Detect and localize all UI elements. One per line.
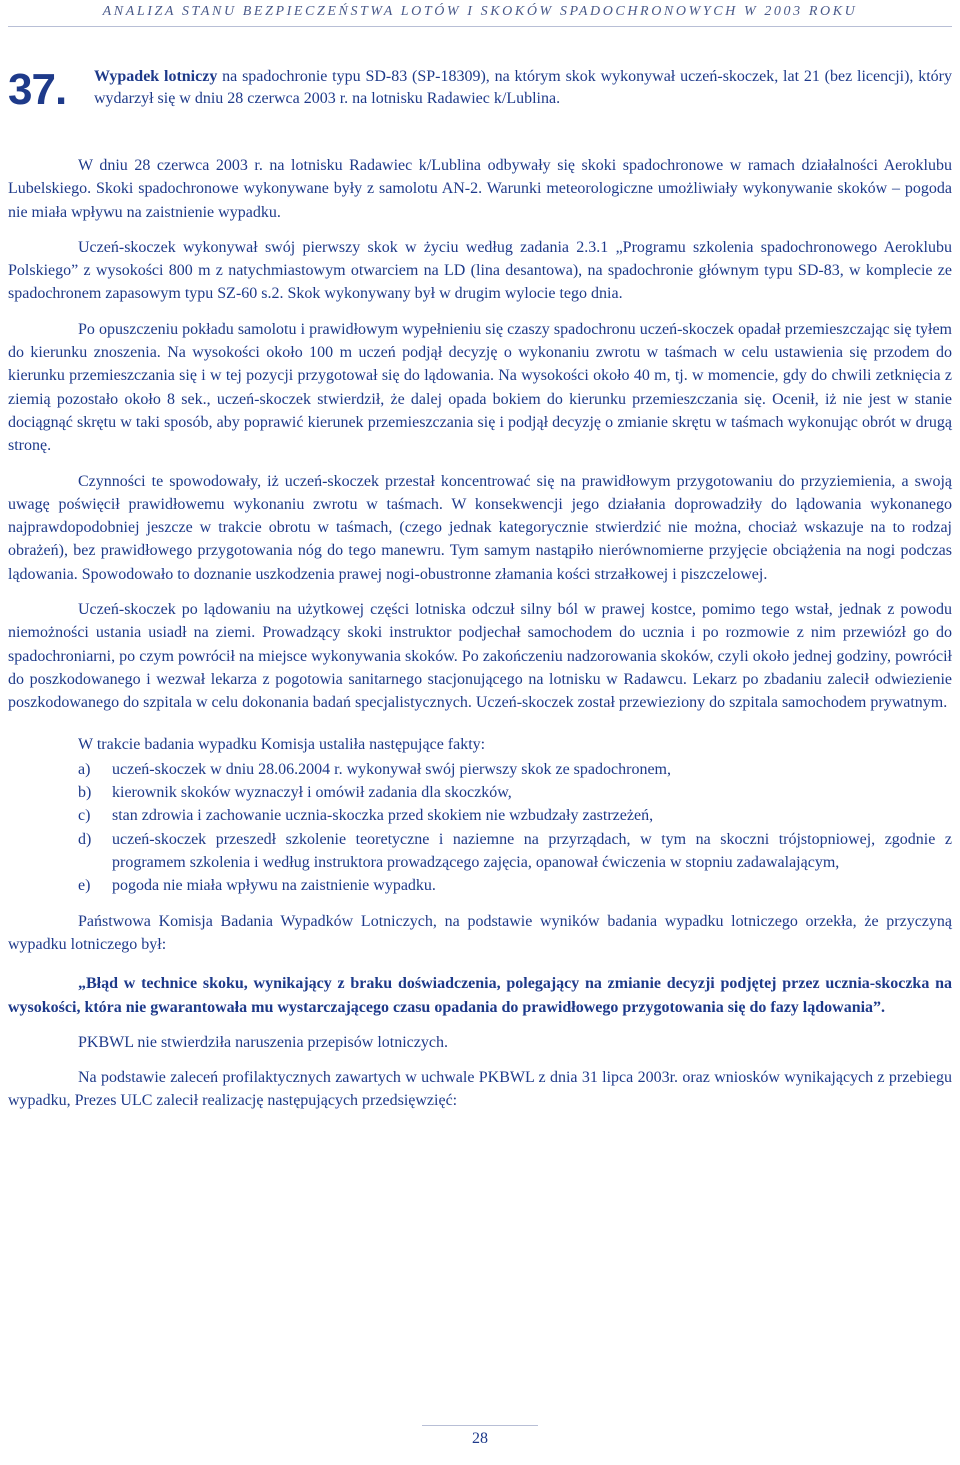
fact-item	[8, 828, 952, 875]
pkbwl-note: PKBWL nie stwierdziła naruszenia przepisów lotniczych.	[78, 1033, 448, 1051]
fact-text: uczeń-skoczek w dniu 28.06.2004 r. wykonywał swój pierwszy skok ze spadochronem,	[112, 760, 671, 778]
paragraph: W dniu 28 czerwca 2003 r. na lotnisku Radawiec k/Lublina odbywały się skoki spadochronowe w ramach działalności Aeroklubu Lubelskiego. Skoki spadochronowe wykonywane były z samolotu AN-2. Warunki meteorologiczne umożliwiały wykonywanie skoków – pogoda nie miała wpływu na zaistnienie wypadku.	[8, 157, 952, 221]
commission-statement: Państwowa Komisja Badania Wypadków Lotniczych, na podstawie wyników badania wypadku lotniczego orzekła, że przyczyną wypadku lotniczego był:	[8, 912, 952, 953]
fact-item	[8, 758, 952, 781]
accident-title	[94, 66, 952, 110]
page-number: 28	[472, 1430, 488, 1447]
paragraph: Czynności te spowodowały, iż uczeń-skoczek przestał koncentrować się na prawidłowym przygotowaniu do przyziemienia, a swoją uwagę poświęcił prawidłowemu wykonaniu zwrotu w taśmach. W konsekwencji jego działania doprowadziły do lądowania wykonanego najprawdopodobniej jeszcze w trakcie obrotu w taśmach, (czego jednak kategorycznie stwierdzić nie można, chociaż wskazuje na to rodzaj obrażeń), bez prawidłowego przygotowania nóg do tego manewru. Tym samym nastąpiło nierównomierne przyjęcie obciążenia na nogi podczas lądowania. Spowodowało to doznanie uszkodzenia prawej nogi-obustronne złamania kości strzałkowej i piszczelowej.	[8, 472, 952, 583]
fact-item	[8, 804, 952, 827]
paragraph: Uczeń-skoczek po lądowaniu na użytkowej części lotniska odczuł silny ból w prawej kostce, pomimo tego wstał, jednak z powodu niemożności ustania usiadł na ziemi. Prowadzący skoki instruktor podjechał samochodem do ucznia i po rozmowie z nim przewiózł go do spadochroniarni, po czym powrócił na miejsce wykonywania skoków. Po zakończeniu nadzorowania skoków, czyli około jednej godziny, powrócił do poszkodowanego i wezwał lekarza z pogotowia sanitarnego stacjonującego na lotnisku w Radawcu. Lekarz po zbadaniu zalecił odwiezienie poszkodowanego do szpitala w celu dokonania badań specjalistycznych. Uczeń-skoczek został przewieziony do szpitala samochodem prywatnym.	[8, 601, 952, 712]
paragraph: Uczeń-skoczek wykonywał swój pierwszy skok w życiu według zadania 2.3.1 „Programu szkolenia spadochronowego Aeroklubu Polskiego” z wysokości 800 m z natychmiastowym otwarciem na LD (lina desantowa), na spadochronie głównym typu SD-83, w komplecie ze spadochronem zapasowym typu SZ-60 s.2. Skok wykonywany był w drugim wylocie tego dnia.	[8, 238, 952, 303]
fact-item	[8, 874, 952, 897]
accident-title-block	[8, 65, 952, 114]
fact-letter: a)	[78, 760, 91, 778]
fact-text: kierownik skoków wyznaczył i omówił zadania dla skoczków,	[112, 784, 512, 802]
footer-divider	[422, 1425, 538, 1426]
fact-text: pogoda nie miała wpływu na zaistnienie wypadku.	[112, 877, 436, 895]
fact-item	[8, 781, 952, 804]
fact-letter: e)	[78, 877, 91, 895]
accident-title-bold: Wypadek lotniczy	[94, 68, 218, 85]
accident-cause: „Błąd w technice skoku, wynikający z braku doświadczenia, polegający na zmianie decyzji podjętej przez ucznia-skoczka na wysokości, która nie gwarantowała mu wystarczającego czasu opadania do prawidłowego przygotowania się do fazy lądowania”.	[8, 975, 952, 1016]
paragraph: Po opuszczeniu pokładu samolotu i prawidłowym wypełnieniu się czaszy spadochronu uczeń-skoczek opadał przemieszczając się tyłem do kierunku znoszenia. Na wysokości około 100 m uczeń podjął decyzję o wykonaniu zwrotu w taśmach w celu ustawienia się przodem do kierunku przemieszczania się i w tej pozycji przygotował się do lądowania. Na wysokości około 40 m, tj. w momencie, gdy do chwili zetknięcia z ziemią pozostało około 8 sek., uczeń-skoczek stwierdził, że dalej opada bokiem do kierunku przemieszczania się. Ocenił, iż nie jest w stanie dociągnąć skrętu w taki sposób, aby poprawić kierunek przemieszczania się i podjął decyzję o zmianie skrętu w taśmach wykonując obrót w drugą stronę.	[8, 320, 952, 455]
facts-list	[8, 758, 952, 898]
header-divider	[8, 26, 952, 27]
report-body	[8, 154, 952, 1125]
accident-title-rest: na spadochronie typu SD-83 (SP-18309), na którym skok wykonywał uczeń-skoczek, lat 21 (bez licencji), który wydarzył się w dniu 28 czerwca 2003 r. na lotnisku Radawiec k/Lublina.	[94, 68, 952, 107]
running-header: ANALIZA STANU BEZPIECZEŃSTWA LOTÓW I SKOKÓW SPADOCHRONOWYCH W 2003 ROKU	[102, 4, 858, 19]
fact-letter: d)	[78, 830, 92, 848]
accident-number: 37.	[8, 65, 67, 114]
fact-letter: c)	[78, 807, 91, 825]
recommendation-intro: Na podstawie zaleceń profilaktycznych zawartych w uchwale PKBWL z dnia 31 lipca 2003r. oraz wniosków wynikających z przebiegu wypadku, Prezes ULC zalecił realizację następujących przedsięwzięć:	[8, 1069, 952, 1110]
fact-letter: b)	[78, 784, 92, 802]
fact-text: uczeń-skoczek przeszedł szkolenie teoretyczne i naziemne na przyrządach, w tym na skoczni trójstopniowej, zgodnie z programem szkolenia i według instruktora prowadzącego zajęcia, opanował ćwiczenia w stopniu zadawalającym,	[112, 830, 952, 872]
fact-text: stan zdrowia i zachowanie ucznia-skoczka przed skokiem nie wzbudzały zastrzeżeń,	[112, 807, 654, 825]
facts-intro: W trakcie badania wypadku Komisja ustaliła następujące fakty:	[78, 735, 486, 753]
